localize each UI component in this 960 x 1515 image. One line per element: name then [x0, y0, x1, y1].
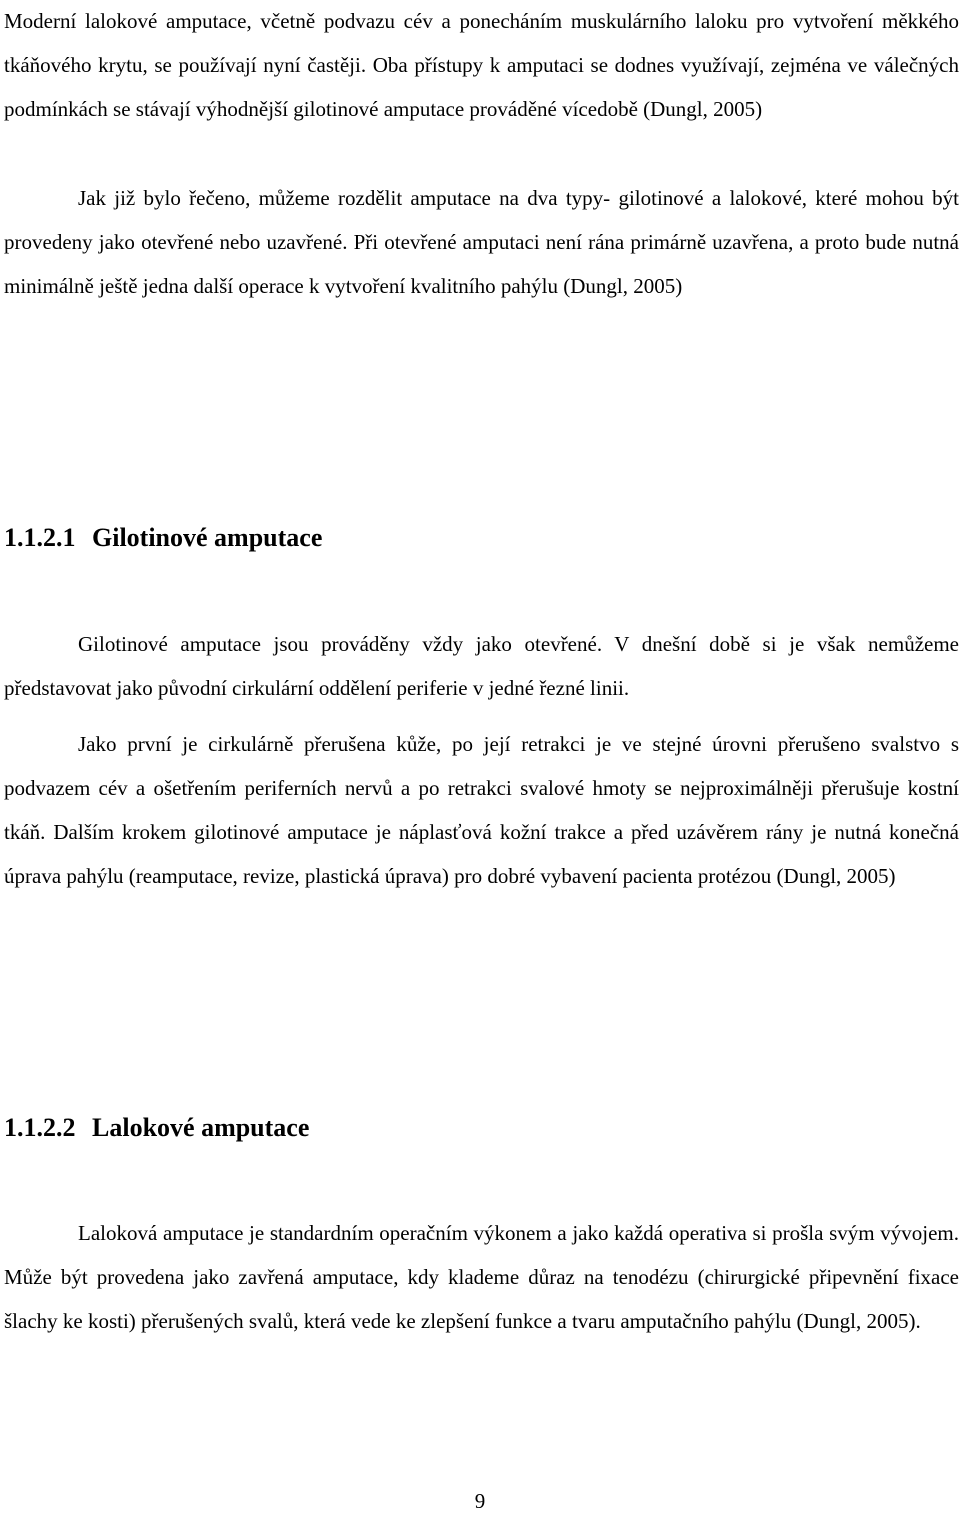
section-heading-guillotine	[4, 521, 322, 555]
paragraph-flap-amputation: Laloková amputace je standardním operačním výkonem a jako každá operativa si prošla svým vývojem. Může být provedena jako zavřená amputace, kdy klademe důraz na tenodézu (chirurgické připevnění fixace šlachy ke kosti) přerušených svalů, která vede ke zlepšení funkce a tvaru amputačního pahýlu (Dungl, 2005).	[4, 1221, 959, 1333]
section-title: Gilotinové amputace	[92, 523, 323, 552]
section-number: 1.1.2.1	[4, 523, 76, 552]
page-number: 9	[474, 1489, 486, 1513]
section-heading-flap	[4, 1111, 309, 1145]
section-title: Lalokové amputace	[92, 1113, 310, 1142]
paragraph-guillotine-procedure: Jako první je cirkulárně přerušena kůže, po její retrakci je ve stejné úrovni přerušeno svalstvo s podvazem cév a ošetřením periferních nervů a po retrakci svalové hmoty se nejproximálněji přerušuje kostní tkáň. Dalším krokem gilotinové amputace je náplasťová kožní trakce a před uzávěrem rány je nutná konečná úprava pahýlu (reamputace, revize, plastická úprava) pro dobré vybavení pacienta protézou (Dungl, 2005)	[4, 732, 959, 888]
paragraph-modern-amputations: Moderní lalokové amputace, včetně podvazu cév a ponecháním muskulárního laloku pro vytvoření měkkého tkáňového krytu, se používají nyní častěji. Oba přístupy k amputaci se dodnes využívají, zejména ve válečných podmínkách se stávají výhodnější gilotinové amputace prováděné vícedobě (Dungl, 2005)	[4, 9, 959, 121]
section-number: 1.1.2.2	[4, 1113, 76, 1142]
paragraph-amputation-types: Jak již bylo řečeno, můžeme rozdělit amputace na dva typy- gilotinové a lalokové, které mohou být provedeny jako otevřené nebo uzavřené. Při otevřené amputaci není rána primárně uzavřena, a proto bude nutná minimálně ještě jedna další operace k vytvoření kvalitního pahýlu (Dungl, 2005)	[4, 186, 959, 298]
paragraph-guillotine-intro: Gilotinové amputace jsou prováděny vždy jako otevřené. V dnešní době si je však nemůžeme představovat jako původní cirkulární oddělení periferie v jedné řezné linii.	[4, 632, 959, 700]
